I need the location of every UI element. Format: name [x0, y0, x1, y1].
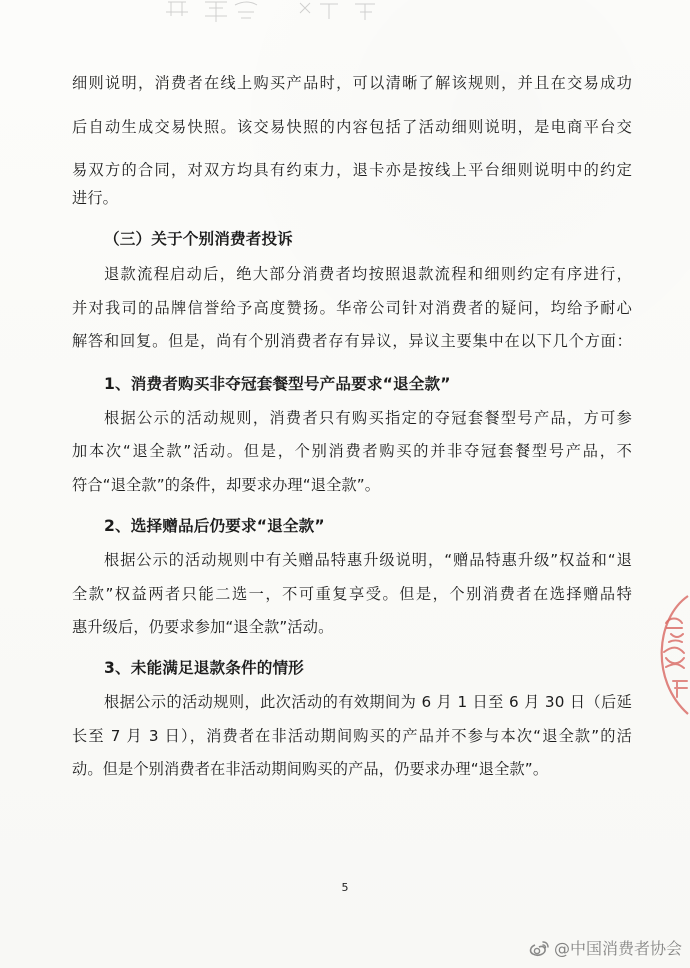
page-number: 5: [341, 881, 349, 894]
item-2-line-1: 根据公示的活动规则中有关赠品特惠升级说明，“赠品特惠升级”权益和“退: [104, 551, 632, 569]
weibo-icon: [528, 940, 550, 958]
section-3-intro-line-2: 并对我司的品牌信誉给予高度赞扬。华帝公司针对消费者的疑问，均给予耐心: [72, 299, 632, 317]
item-3-line-1: 根据公示的活动规则，此次活动的有效期间为 6 月 1 日至 6 月 30 日（后延: [104, 693, 632, 711]
item-2-line-3: 惠升级后，仍要求参加“退全款”活动。: [72, 618, 334, 636]
item-1-title: 1、消费者购买非夺冠套餐型号产品要求“退全款”: [104, 375, 451, 393]
paragraph-1-line-2: 后自动生成交易快照。该交易快照的内容包括了活动细则说明，是电商平台交: [72, 118, 632, 136]
paragraph-1-line-3: 易双方的合同，对双方均具有约束力，退卡亦是按线上平台细则说明中的约定: [72, 161, 632, 179]
watermark-text: @中国消费者协会: [553, 939, 682, 958]
item-1-line-1: 根据公示的活动规则，消费者只有购买指定的夺冠套餐型号产品，方可参: [104, 409, 632, 427]
item-1-line-3: 符合“退全款”的条件，却要求办理“退全款”。: [72, 476, 381, 494]
section-3-title: （三）关于个别消费者投诉: [104, 230, 293, 248]
item-3-line-3: 动。但是个别消费者在非活动期间购买的产品，仍要求办理“退全款”。: [72, 760, 549, 778]
item-3-title: 3、未能满足退款条件的情形: [104, 659, 304, 677]
paragraph-1-line-4: 进行。: [72, 189, 119, 207]
item-3-line-2: 长至 7 月 3 日），消费者在非活动期间购买的产品并不参与本次“退全款”的活: [72, 727, 632, 745]
section-3-intro-line-3: 解答和回复。但是，尚有个别消费者存有异议，异议主要集中在以下几个方面：: [72, 332, 632, 350]
item-2-line-2: 全款”权益两者只能二选一，不可重复享受。但是，个别消费者在选择赠品特: [72, 585, 632, 603]
section-3-intro-line-1: 退款流程启动后，绝大部分消费者均按照退款流程和细则约定有序进行，: [104, 265, 632, 283]
paragraph-1-line-1: 细则说明，消费者在线上购买产品时，可以清晰了解该规则，并且在交易成功: [72, 74, 632, 92]
item-1-line-2: 加本次“退全款”活动。但是，个别消费者购买的并非夺冠套餐型号产品，不: [72, 442, 632, 460]
weibo-watermark: [528, 935, 682, 963]
item-2-title: 2、选择赠品后仍要求“退全款”: [104, 517, 325, 535]
